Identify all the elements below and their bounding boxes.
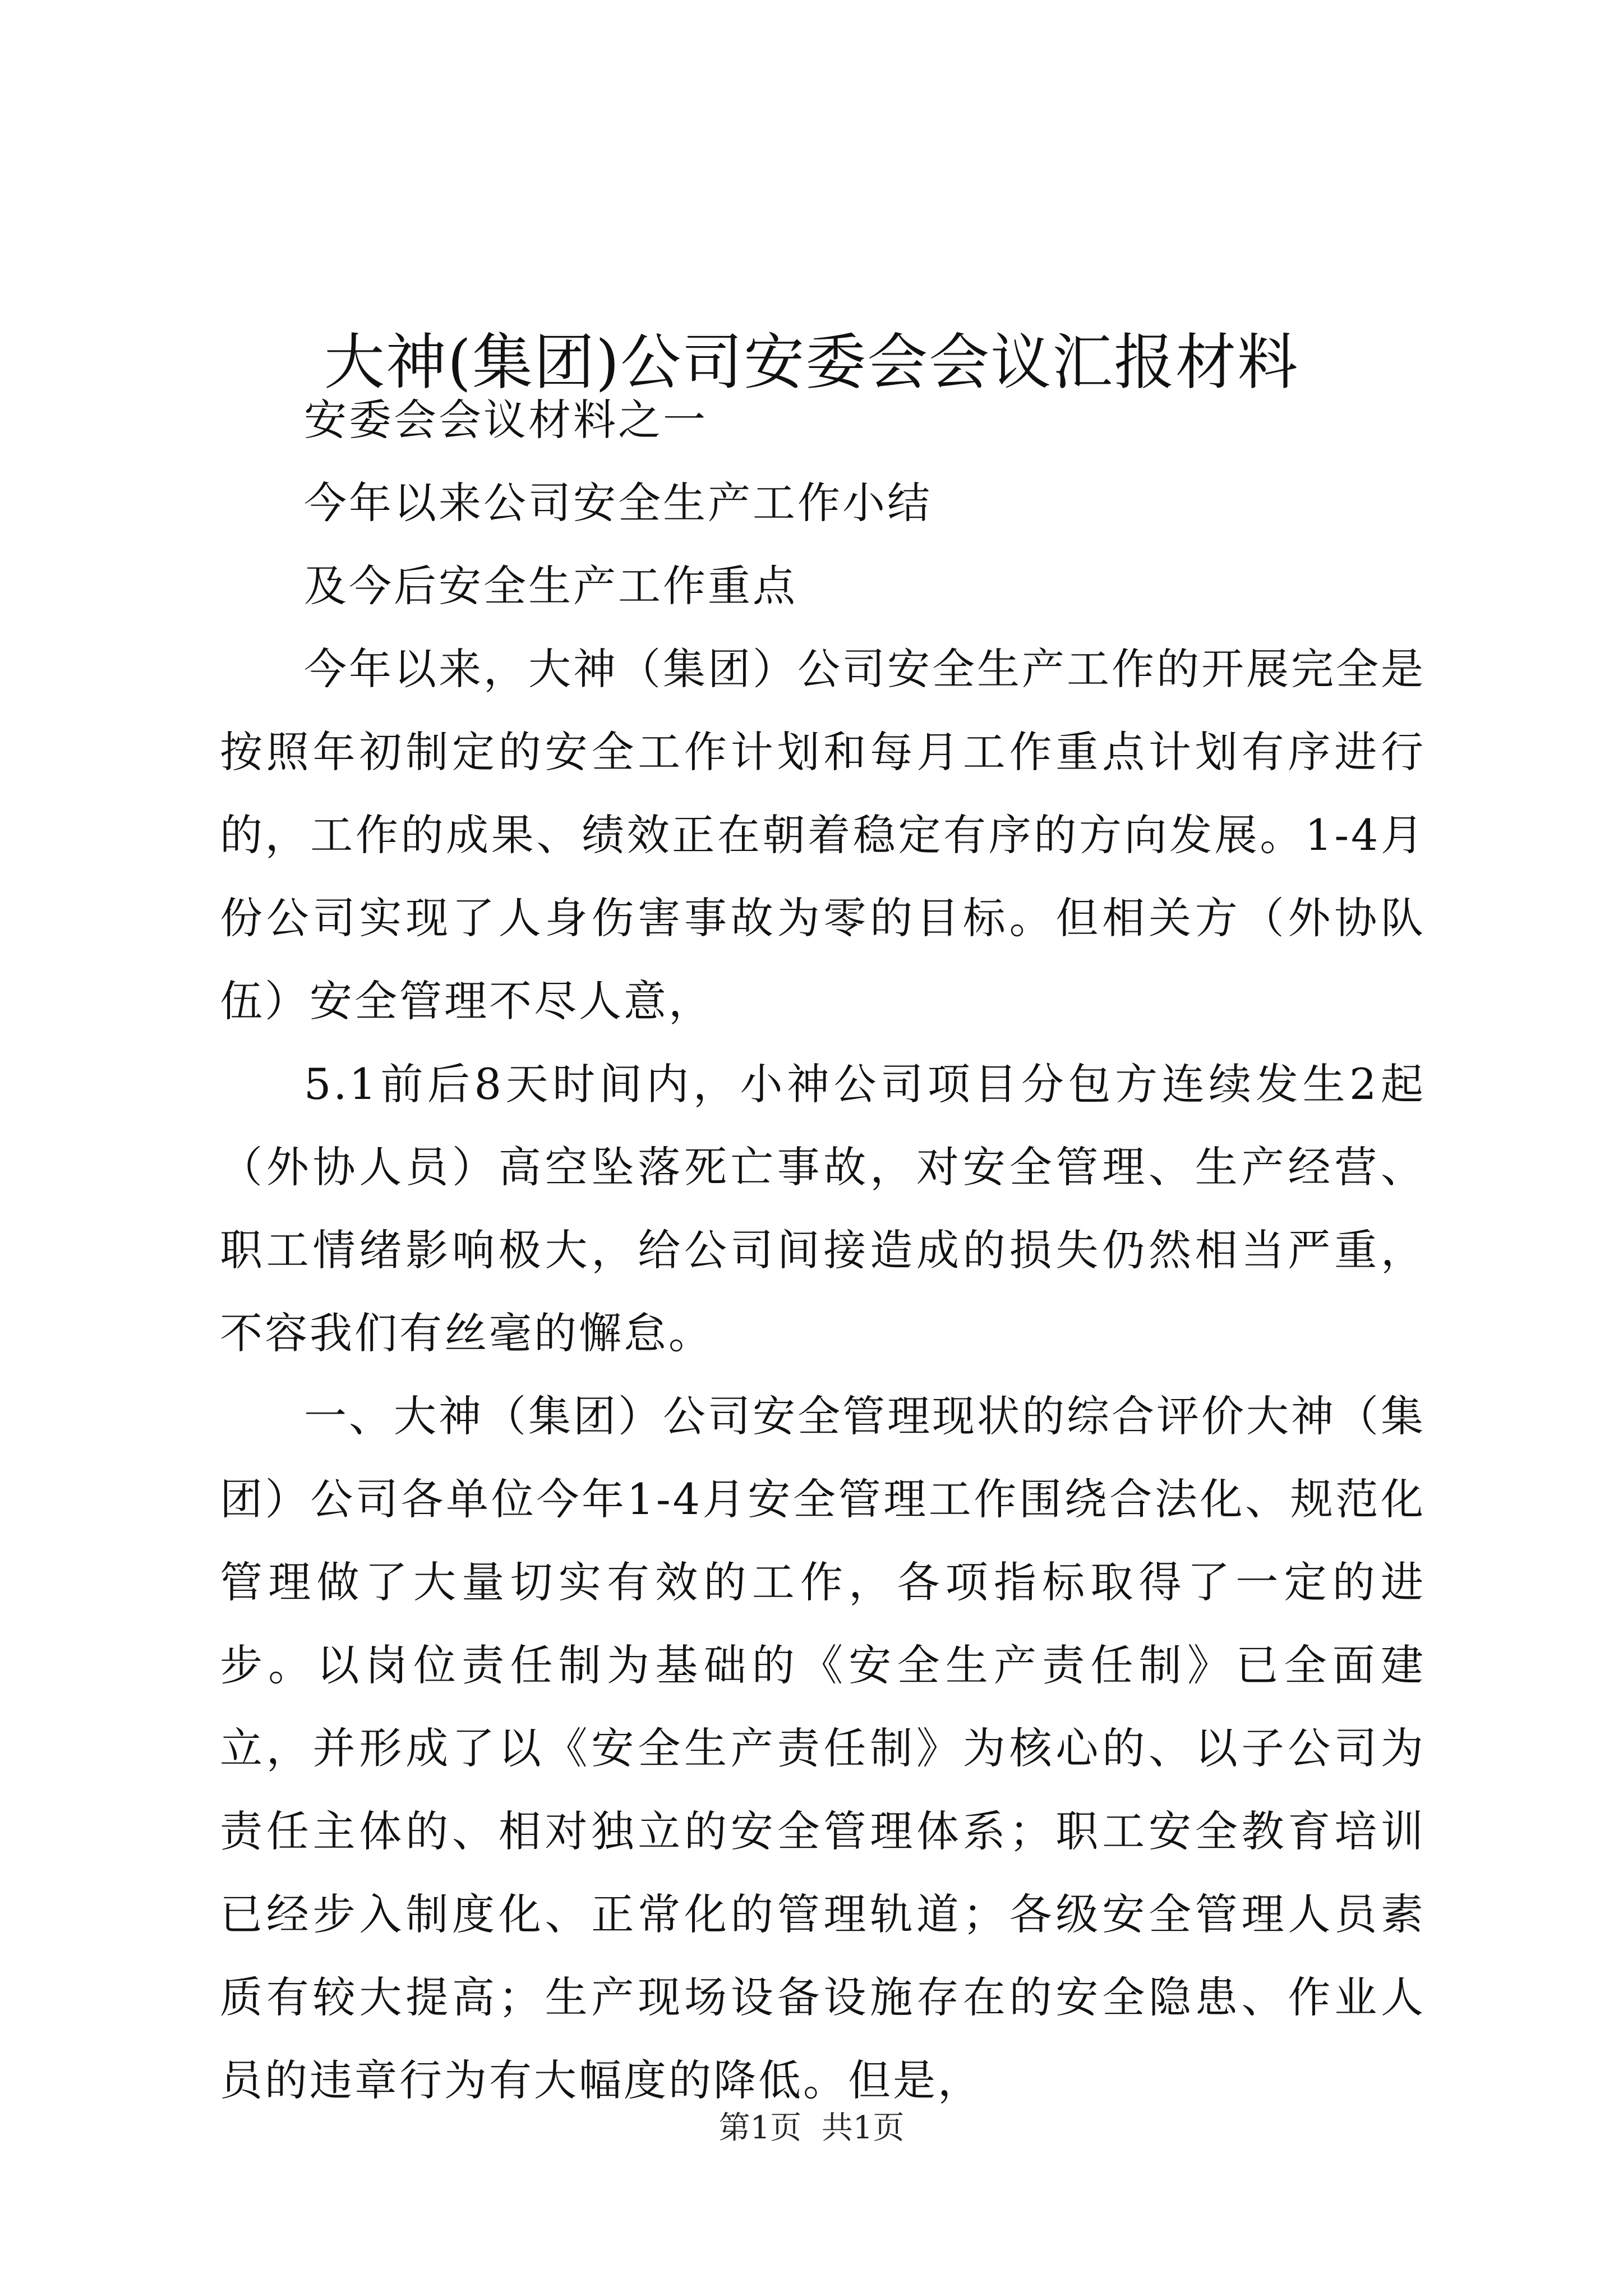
subtitle-line: 今年以来公司安全生产工作小结 bbox=[304, 478, 932, 528]
document-body bbox=[220, 379, 1426, 2122]
document-title: 大神(集团)公司安委会会议汇报材料 bbox=[324, 328, 1299, 398]
body-paragraph: 5.1前后8天时间内，小神公司项目分包方连续发生2起（外协人员）高空坠落死亡事故，对安全管理、生产经营、职工情绪影响极大，给公司间接造成的损失仍然相当严重，不容我们有丝毫的懈怠。 bbox=[220, 1059, 1426, 1358]
body-paragraph: 一、大神（集团）公司安全管理现状的综合评价大神（集团）公司各单位今年1-4月安全管理工作围绕合法化、规范化管理做了大量切实有效的工作，各项指标取得了一定的进步。以岗位责任制为基础的《安全生产责任制》已全面建立，并形成了以《安全生产责任制》为核心的、以子公司为责任主体的、相对独立的安全管理体系；职工安全教育培训已经步入制度化、正常化的管理轨道；各级安全管理人员素质有较大提高；生产现场设备设施存在的安全隐患、作业人员的违章行为有大幅度的降低。但是， bbox=[220, 1391, 1426, 2105]
subtitle-line: 及今后安全生产工作重点 bbox=[304, 561, 797, 611]
subtitle-line: 安委会会议材料之一 bbox=[304, 395, 708, 445]
page-footer: 第1页 共1页 bbox=[718, 2110, 905, 2146]
body-paragraph: 今年以来，大神（集团）公司安全生产工作的开展完全是按照年初制定的安全工作计划和每月工作重点计划有序进行的，工作的成果、绩效正在朝着稳定有序的方向发展。1-4月份公司实现了人身伤害事故为零的目标。但相关方（外协队伍）安全管理不尽人意， bbox=[220, 644, 1426, 1026]
